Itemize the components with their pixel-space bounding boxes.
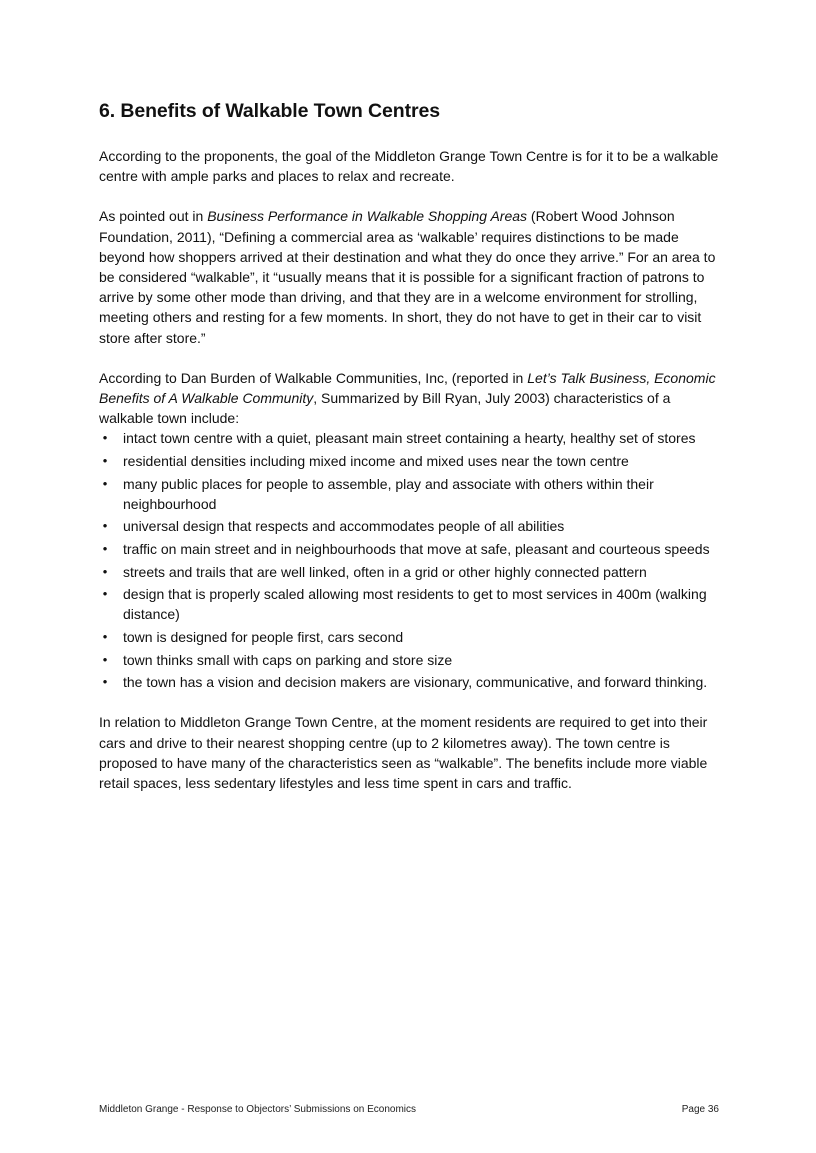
bullet-icon: • [102, 563, 108, 579]
paragraph-characteristics-text: According to Dan Burden of Walkable Communities, Inc, (reported in [99, 369, 528, 386]
list-item [99, 539, 721, 559]
list-item [99, 584, 721, 624]
document-page [99, 0, 721, 1153]
list-item [99, 650, 721, 670]
bullet-icon: • [102, 651, 108, 667]
paragraph-walkable-definition-text: (Robert Wood Johnson Foundation, 2011), “Defining a commercial area as ‘walkable’ requires distinctions to be made beyond how shoppers arrived at their destination and what they do once they arrive.” For an area to be considered “walkable”, it “usually means that it is possible for a significant fraction of patrons to arrive by some other mode than driving, and that they are in a welcome environment for strolling, meeting others and resting for a few moments. In short, they do not have to get in their car to visit store after store.” [99, 208, 716, 346]
list-item-text: the town has a vision and decision makers are visionary, communicative, and forward thinking. [123, 674, 708, 691]
list-item [99, 672, 721, 692]
list-item [99, 562, 721, 582]
section-heading: 6. Benefits of Walkable Town Centres [99, 100, 440, 122]
list-item [99, 627, 721, 647]
bullet-icon: • [102, 629, 108, 644]
list-item-text: traffic on main street and in neighbourhoods that move at safe, pleasant and courteous speeds [123, 541, 710, 558]
characteristics-list [99, 428, 721, 692]
publication-title: Let’s Talk Business, Economic Benefits of A Walkable Community [99, 369, 716, 407]
bullet-icon: • [102, 674, 108, 690]
list-item-text: intact town centre with a quiet, pleasant main street containing a hearty, healthy set of stores [123, 430, 696, 447]
publication-title: Business Performance in Walkable Shopping Areas [207, 208, 528, 225]
list-item-text: residential densities including mixed income and mixed uses near the town centre [123, 453, 629, 470]
list-item-text: town is designed for people first, cars second [123, 629, 404, 645]
page-number: Page 36 [681, 1104, 719, 1115]
list-item-text: universal design that respects and accommodates people of all abilities [123, 518, 565, 535]
list-item-text: streets and trails that are well linked, often in a grid or other highly connected pattern [123, 563, 647, 580]
list-item [99, 428, 721, 448]
list-item [99, 451, 721, 471]
list-item [99, 516, 721, 536]
bullet-icon: • [102, 541, 108, 557]
list-item [99, 474, 721, 514]
bullet-icon: • [102, 586, 108, 602]
paragraph-goal: According to the proponents, the goal of the Middleton Grange Town Centre is for it to be a walkable centre with ample parks and places to relax and recreate. [99, 148, 719, 185]
bullet-icon: • [102, 453, 108, 469]
paragraph-walkable-definition [99, 206, 721, 347]
body-text [99, 146, 721, 813]
list-item-text: town thinks small with caps on parking and store size [123, 651, 453, 668]
list-item-text: many public places for people to assemble, play and associate with others within their neighbourhood [123, 475, 654, 512]
paragraph-characteristics-text: , Summarized by Bill Ryan, July 2003) characteristics of a walkable town include: [99, 390, 671, 427]
list-item-text: design that is properly scaled allowing most residents to get to most services in 400m (walking distance) [123, 586, 707, 623]
paragraph-middleton-relation: In relation to Middleton Grange Town Centre, at the moment residents are required to get into their cars and drive to their nearest shopping centre (up to 2 kilometres away). The town centre is proposed to have many of the characteristics seen as “walkable”. The benefits include more viable retail spaces, less sedentary lifestyles and less time spent in cars and traffic. [99, 714, 708, 791]
page-footer [99, 1104, 719, 1115]
bullet-icon: • [102, 430, 108, 446]
footer-document-title: Middleton Grange - Response to Objectors’ Submissions on Economics [99, 1104, 417, 1115]
bullet-icon: • [102, 475, 108, 491]
paragraph-characteristics-intro [99, 368, 721, 429]
paragraph-walkable-definition-text: As pointed out in [99, 208, 208, 225]
bullet-icon: • [102, 518, 108, 534]
